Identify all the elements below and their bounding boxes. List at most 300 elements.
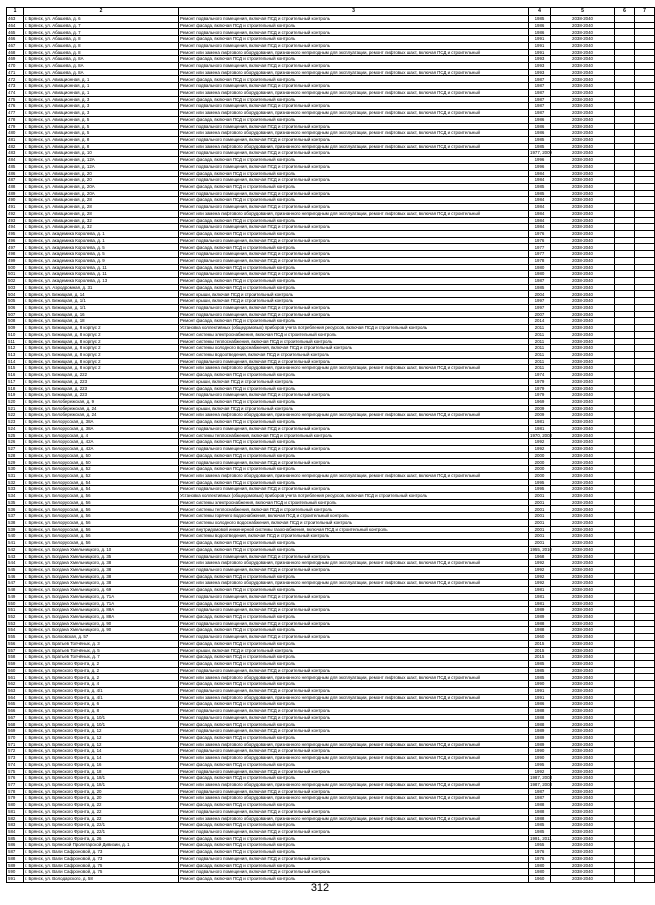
empty-cell bbox=[615, 560, 635, 567]
year-built-cell: 2000 bbox=[529, 472, 551, 479]
year-built-cell: 2001 bbox=[529, 513, 551, 520]
year-built-cell: 1981 bbox=[529, 593, 551, 600]
work-type-cell: Ремонт фасада, включая ПСД и строительный контроль bbox=[179, 157, 529, 164]
row-number-cell: 493 bbox=[7, 217, 24, 224]
empty-cell bbox=[635, 284, 655, 291]
table-row bbox=[7, 647, 655, 654]
repair-period-cell: 2038-2040 bbox=[551, 385, 615, 392]
work-type-cell: Ремонт или замена лифтового оборудования, признанного непригодным для эксплуатации, ремонт лифтовых шахт, включая ПСД и строительный bbox=[179, 560, 529, 567]
work-type-cell: Ремонт подвального помещения, включая ПСД и строительный контроль bbox=[179, 83, 529, 90]
empty-cell bbox=[635, 311, 655, 318]
table-row bbox=[7, 849, 655, 856]
row-number-cell: 550 bbox=[7, 600, 24, 607]
address-cell: г. Брянск, ул. Богдана Хмельницкого, д. 90 bbox=[24, 627, 179, 634]
address-cell: г. Брянск, ул. академика Королева, д. 11 bbox=[24, 271, 179, 278]
address-cell: г. Брянск, ул. Белорусская, д. 38А bbox=[24, 425, 179, 432]
work-type-cell: Ремонт фасада, включая ПСД и строительный контроль bbox=[179, 835, 529, 842]
address-cell: г. Брянск, ул. Авиационная, д. 28 bbox=[24, 204, 179, 211]
year-built-cell: 1992 bbox=[529, 446, 551, 453]
row-number-cell: 540 bbox=[7, 533, 24, 540]
repair-period-cell: 2038-2040 bbox=[551, 83, 615, 90]
row-number-cell: 528 bbox=[7, 452, 24, 459]
address-cell: г. Брянск, ул. Авиационная, д. 20 bbox=[24, 177, 179, 184]
table-row bbox=[7, 459, 655, 466]
table-row bbox=[7, 264, 655, 271]
repair-period-cell: 2038-2040 bbox=[551, 734, 615, 741]
table-row bbox=[7, 506, 655, 513]
row-number-cell: 474 bbox=[7, 89, 24, 96]
repair-period-cell: 2038-2040 bbox=[551, 325, 615, 332]
row-number-cell: 560 bbox=[7, 667, 24, 674]
address-cell: г. Брянск, ул. Авиационная, д. 5 bbox=[24, 123, 179, 130]
row-number-cell: 520 bbox=[7, 398, 24, 405]
work-type-cell: Ремонт системы теплоснабжения, включая ПСД и строительный контроль bbox=[179, 432, 529, 439]
table-row bbox=[7, 661, 655, 668]
year-built-cell: 1995 bbox=[529, 479, 551, 486]
work-type-cell: Установка коллективных (общедомовых) приборов учета потребления ресурсов, включая ПСД и строительный контроль bbox=[179, 325, 529, 332]
empty-cell bbox=[615, 150, 635, 157]
row-number-cell: 542 bbox=[7, 546, 24, 553]
work-type-cell: Ремонт фасада, включая ПСД и строительный контроль bbox=[179, 197, 529, 204]
address-cell: г. Брянск, ул. академика Королева, д. 5 bbox=[24, 251, 179, 258]
empty-cell bbox=[615, 661, 635, 668]
table-row bbox=[7, 634, 655, 641]
empty-cell bbox=[635, 56, 655, 63]
empty-cell bbox=[635, 237, 655, 244]
empty-cell bbox=[635, 674, 655, 681]
repair-period-cell: 2038-2040 bbox=[551, 835, 615, 842]
row-number-cell: 478 bbox=[7, 116, 24, 123]
year-built-cell: 1996 bbox=[529, 163, 551, 170]
table-row bbox=[7, 728, 655, 735]
empty-cell bbox=[615, 351, 635, 358]
table-row bbox=[7, 237, 655, 244]
repair-period-cell: 2038-2040 bbox=[551, 486, 615, 493]
empty-cell bbox=[615, 566, 635, 573]
table-row bbox=[7, 694, 655, 701]
year-built-cell: 2015 bbox=[529, 647, 551, 654]
table-row bbox=[7, 123, 655, 130]
year-built-cell: 1992 bbox=[529, 768, 551, 775]
work-type-cell: Ремонт подвального помещения, включая ПСД и строительный контроль bbox=[179, 150, 529, 157]
work-type-cell: Ремонт фасада, включая ПСД и строительный контроль bbox=[179, 96, 529, 103]
empty-cell bbox=[635, 627, 655, 634]
year-built-cell: 1987 bbox=[529, 788, 551, 795]
empty-cell bbox=[615, 479, 635, 486]
repair-period-cell: 2038-2040 bbox=[551, 647, 615, 654]
empty-cell bbox=[615, 768, 635, 775]
empty-cell bbox=[635, 338, 655, 345]
year-built-cell: 1955, 2010 bbox=[530, 546, 552, 552]
empty-cell bbox=[635, 103, 655, 110]
table-row bbox=[7, 136, 655, 143]
repair-period-cell: 2038-2040 bbox=[551, 513, 615, 520]
table-row bbox=[7, 69, 655, 76]
empty-cell bbox=[635, 741, 655, 748]
table-row bbox=[7, 513, 655, 520]
empty-cell bbox=[615, 157, 635, 164]
work-type-cell: Ремонт подвального помещения, включая ПСД и строительный контроль bbox=[179, 667, 529, 674]
repair-period-cell: 2038-2040 bbox=[551, 452, 615, 459]
empty-cell bbox=[615, 674, 635, 681]
empty-cell bbox=[635, 446, 655, 453]
empty-cell bbox=[615, 271, 635, 278]
work-type-cell: Ремонт или замена лифтового оборудования, признанного непригодным для эксплуатации, ремонт лифтовых шахт, включая ПСД и строительный bbox=[179, 412, 529, 419]
repair-period-cell: 2038-2040 bbox=[551, 116, 615, 123]
work-type-cell: Ремонт фасада, включая ПСД и строительный контроль bbox=[179, 627, 529, 634]
table-row bbox=[7, 29, 655, 36]
work-type-cell: Ремонт фасада, включая ПСД и строительный контроль bbox=[179, 546, 529, 553]
year-built-cell: 1981 bbox=[529, 419, 551, 426]
address-cell: г. Брянск, ул. Авиационная, д. 20А bbox=[24, 190, 179, 197]
empty-cell bbox=[635, 499, 655, 506]
repair-period-cell: 2038-2040 bbox=[551, 358, 615, 365]
address-cell: г. Брянск, ул. Авиационная, д. 1 bbox=[24, 76, 179, 83]
empty-cell bbox=[615, 869, 635, 876]
empty-cell bbox=[615, 425, 635, 432]
address-cell: г. Брянск, ул. Абашева, д. 6 bbox=[24, 16, 179, 23]
row-number-cell: 566 bbox=[7, 708, 24, 715]
year-built-cell: 1989 bbox=[529, 741, 551, 748]
year-built-cell: 1987 bbox=[529, 83, 551, 90]
address-cell: г. Брянск, ул. Брянского Фронта, д. 8 bbox=[24, 708, 179, 715]
address-cell: г. Брянск, ул. Авиационная, д. 5 bbox=[24, 116, 179, 123]
year-built-cell: 1960 bbox=[529, 876, 551, 883]
address-cell: г. Брянск, ул. Богдана Хмельницкого, д. 35 bbox=[24, 553, 179, 560]
row-number-cell: 514 bbox=[7, 358, 24, 365]
year-built-cell: 1976 bbox=[529, 231, 551, 238]
year-built-cell: 2015 bbox=[529, 654, 551, 661]
table-row bbox=[7, 472, 655, 479]
address-cell: г. Брянск, ул. Авиационная, д. 8 bbox=[24, 136, 179, 143]
repair-period-cell: 2038-2040 bbox=[551, 89, 615, 96]
row-number-cell: 509 bbox=[7, 325, 24, 332]
table-row bbox=[7, 130, 655, 137]
empty-cell bbox=[615, 627, 635, 634]
work-type-cell: Ремонт крыши, включая ПСД и строительный контроль bbox=[179, 291, 529, 298]
repair-period-cell: 2038-2040 bbox=[551, 170, 615, 177]
repair-period-cell: 2038-2040 bbox=[551, 345, 615, 352]
repair-period-cell: 2038-2040 bbox=[551, 768, 615, 775]
row-number-cell: 578 bbox=[7, 788, 24, 795]
row-number-cell: 551 bbox=[7, 607, 24, 614]
empty-cell bbox=[615, 513, 635, 520]
empty-cell bbox=[635, 36, 655, 43]
empty-cell bbox=[615, 466, 635, 473]
year-built-cell: 1960 bbox=[529, 634, 551, 641]
work-type-cell: Ремонт подвального помещения, включая ПСД и строительный контроль bbox=[179, 257, 529, 264]
empty-cell bbox=[635, 264, 655, 271]
empty-cell bbox=[635, 298, 655, 305]
work-type-cell: Ремонт крыши, включая ПСД и строительный контроль bbox=[179, 647, 529, 654]
empty-cell bbox=[635, 533, 655, 540]
row-number-cell: 467 bbox=[7, 42, 24, 49]
row-number-cell: 591 bbox=[7, 876, 24, 883]
empty-cell bbox=[635, 224, 655, 231]
work-type-cell: Ремонт подвального помещения, включая ПСД и строительный контроль bbox=[179, 136, 529, 143]
empty-cell bbox=[635, 372, 655, 379]
year-built-cell: 1984 bbox=[529, 217, 551, 224]
empty-cell bbox=[635, 331, 655, 338]
work-type-cell: Ремонт фасада, включая ПСД и строительный контроль bbox=[179, 76, 529, 83]
empty-cell bbox=[635, 425, 655, 432]
table-row bbox=[7, 76, 655, 83]
header-col-2: 2 bbox=[24, 8, 179, 16]
row-number-cell: 519 bbox=[7, 392, 24, 399]
repair-period-cell: 2038-2040 bbox=[551, 197, 615, 204]
empty-cell bbox=[615, 734, 635, 741]
table-row bbox=[7, 42, 655, 49]
row-number-cell: 518 bbox=[7, 385, 24, 392]
work-type-cell: Ремонт подвального помещения, включая ПСД и строительный контроль bbox=[179, 392, 529, 399]
work-type-cell: Ремонт фасада, включая ПСД и строительный контроль bbox=[179, 842, 529, 849]
empty-cell bbox=[635, 16, 655, 23]
empty-cell bbox=[635, 210, 655, 217]
empty-cell bbox=[635, 96, 655, 103]
year-built-cell: 2001 bbox=[529, 506, 551, 513]
empty-cell bbox=[615, 526, 635, 533]
table-row bbox=[7, 533, 655, 540]
repair-period-cell: 2038-2040 bbox=[551, 150, 615, 157]
row-number-cell: 504 bbox=[7, 291, 24, 298]
work-type-cell: Ремонт или замена лифтового оборудования, признанного непригодным для эксплуатации, ремонт лифтовых шахт, включая ПСД и строительный bbox=[179, 781, 529, 788]
repair-period-cell: 2038-2040 bbox=[551, 163, 615, 170]
empty-cell bbox=[615, 291, 635, 298]
repair-period-cell: 2038-2040 bbox=[551, 493, 615, 500]
table-row bbox=[7, 83, 655, 90]
address-cell: г. Брянск, ул. Белорусская, д. 54 bbox=[24, 479, 179, 486]
work-type-cell: Ремонт фасада, включая ПСД и строительный контроль bbox=[179, 264, 529, 271]
work-type-cell: Ремонт фасада, включая ПСД и строительный контроль bbox=[179, 540, 529, 547]
repair-period-cell: 2038-2040 bbox=[551, 573, 615, 580]
repair-period-cell: 2038-2040 bbox=[551, 405, 615, 412]
empty-cell bbox=[615, 748, 635, 755]
table-row bbox=[7, 802, 655, 809]
empty-cell bbox=[615, 210, 635, 217]
row-number-cell: 544 bbox=[7, 560, 24, 567]
table-row bbox=[7, 257, 655, 264]
table-row bbox=[7, 311, 655, 318]
address-cell: г. Брянск, ул. академика Королева, д. 13 bbox=[24, 278, 179, 285]
empty-cell bbox=[635, 271, 655, 278]
empty-cell bbox=[635, 607, 655, 614]
work-type-cell: Ремонт фасада, включая ПСД и строительный контроль bbox=[179, 244, 529, 251]
year-built-cell: 1974 bbox=[529, 372, 551, 379]
year-built-cell: 2001 bbox=[529, 499, 551, 506]
year-built-cell: 1979 bbox=[529, 378, 551, 385]
row-number-cell: 552 bbox=[7, 613, 24, 620]
empty-cell bbox=[615, 89, 635, 96]
table-row bbox=[7, 681, 655, 688]
address-cell: г. Брянск, ул. Брянского Фронта, д. 18/1 bbox=[24, 781, 179, 788]
empty-cell bbox=[635, 183, 655, 190]
empty-cell bbox=[635, 694, 655, 701]
empty-cell bbox=[615, 412, 635, 419]
year-built-cell: 1985 bbox=[529, 674, 551, 681]
year-built-cell: 1968 bbox=[529, 553, 551, 560]
empty-cell bbox=[635, 828, 655, 835]
work-type-cell: Ремонт фасада, включая ПСД и строительный контроль bbox=[179, 466, 529, 473]
empty-cell bbox=[615, 620, 635, 627]
row-number-cell: 473 bbox=[7, 83, 24, 90]
empty-cell bbox=[635, 728, 655, 735]
empty-cell bbox=[615, 338, 635, 345]
year-built-cell: 1996 bbox=[529, 157, 551, 164]
address-cell: г. Брянск, ул. Богдана Хмельницкого, д. 88А bbox=[24, 607, 179, 614]
address-cell: г. Брянск, ул. Богдана Хмельницкого, д. 38 bbox=[24, 580, 179, 587]
row-number-cell: 512 bbox=[7, 345, 24, 352]
table-row bbox=[7, 190, 655, 197]
empty-cell bbox=[615, 170, 635, 177]
table-row bbox=[7, 755, 655, 762]
table-row bbox=[7, 110, 655, 117]
work-type-cell: Ремонт или замена лифтового оборудования, признанного непригодным для эксплуатации, ремонт лифтовых шахт, включая ПСД и строительный bbox=[179, 143, 529, 150]
work-type-cell: Ремонт системы теплоснабжения, включая ПСД и строительный контроль bbox=[179, 506, 529, 513]
row-number-cell: 559 bbox=[7, 661, 24, 668]
work-type-cell: Ремонт подвального помещения, включая ПСД и строительный контроль bbox=[179, 204, 529, 211]
empty-cell bbox=[615, 197, 635, 204]
year-built-cell: 1985 bbox=[529, 143, 551, 150]
address-cell: г. Брянск, ул. Бежицкая, д. 16 bbox=[24, 311, 179, 318]
row-number-cell: 468 bbox=[7, 49, 24, 56]
work-type-cell: Ремонт подвального помещения, включая ПСД и строительный контроль bbox=[179, 607, 529, 614]
table-row bbox=[7, 392, 655, 399]
row-number-cell: 569 bbox=[7, 728, 24, 735]
empty-cell bbox=[635, 701, 655, 708]
repair-period-cell: 2038-2040 bbox=[551, 123, 615, 130]
row-number-cell: 574 bbox=[7, 761, 24, 768]
table-row bbox=[7, 231, 655, 238]
table-row bbox=[7, 425, 655, 432]
row-number-cell: 547 bbox=[7, 580, 24, 587]
empty-cell bbox=[635, 634, 655, 641]
repair-period-cell: 2038-2040 bbox=[551, 251, 615, 258]
empty-cell bbox=[615, 573, 635, 580]
table-row bbox=[7, 748, 655, 755]
empty-cell bbox=[635, 398, 655, 405]
empty-cell bbox=[615, 761, 635, 768]
table-row bbox=[7, 116, 655, 123]
empty-cell bbox=[635, 231, 655, 238]
work-type-cell: Ремонт крыши, включая ПСД и строительный контроль bbox=[179, 378, 529, 385]
repair-period-cell: 2038-2040 bbox=[551, 472, 615, 479]
empty-cell bbox=[615, 741, 635, 748]
table-row bbox=[7, 419, 655, 426]
repair-period-cell: 2038-2040 bbox=[551, 271, 615, 278]
table-row bbox=[7, 842, 655, 849]
repair-period-cell: 2038-2040 bbox=[551, 110, 615, 117]
empty-cell bbox=[635, 781, 655, 788]
year-built-cell: 1981 bbox=[529, 600, 551, 607]
empty-cell bbox=[615, 862, 635, 869]
address-cell: г. Брянск, ул. Авиационная, д. 3 bbox=[24, 96, 179, 103]
empty-cell bbox=[635, 439, 655, 446]
repair-period-cell: 2038-2040 bbox=[551, 231, 615, 238]
empty-cell bbox=[615, 378, 635, 385]
row-number-cell: 557 bbox=[7, 647, 24, 654]
empty-cell bbox=[635, 163, 655, 170]
page-number: 312 bbox=[310, 882, 330, 894]
year-built-cell: 2000 bbox=[529, 452, 551, 459]
repair-period-cell: 2038-2040 bbox=[551, 42, 615, 49]
table-row bbox=[7, 325, 655, 332]
row-number-cell: 565 bbox=[7, 701, 24, 708]
row-number-cell: 558 bbox=[7, 654, 24, 661]
table-row bbox=[7, 486, 655, 493]
work-type-cell: Ремонт подвального помещения, включая ПСД и строительный контроль bbox=[179, 620, 529, 627]
row-number-cell: 581 bbox=[7, 808, 24, 815]
address-cell: г. Брянск, ул. Бежицкая, д. 8 корпус 2 bbox=[24, 345, 179, 352]
work-type-cell: Ремонт фасада, включая ПСД и строительный контроль bbox=[179, 701, 529, 708]
row-number-cell: 471 bbox=[7, 69, 24, 76]
table-row bbox=[7, 224, 655, 231]
address-cell: г. Брянск, ул. Авиационная, д. 1 bbox=[24, 83, 179, 90]
address-cell: г. Брянск, ул. Абашева, д. 8А bbox=[24, 69, 179, 76]
row-number-cell: 577 bbox=[7, 781, 24, 788]
empty-cell bbox=[615, 714, 635, 721]
table-row bbox=[7, 278, 655, 285]
repair-period-cell: 2038-2040 bbox=[551, 661, 615, 668]
repair-period-cell: 2038-2040 bbox=[551, 580, 615, 587]
address-cell: г. Брянск, ул. Белорусская, д. 50 bbox=[24, 459, 179, 466]
year-built-cell: 1990 bbox=[529, 748, 551, 755]
empty-cell bbox=[615, 318, 635, 325]
repair-period-cell: 2038-2040 bbox=[551, 741, 615, 748]
table-row bbox=[7, 808, 655, 815]
year-built-cell: 1985 bbox=[529, 828, 551, 835]
empty-cell bbox=[615, 446, 635, 453]
row-number-cell: 571 bbox=[7, 741, 24, 748]
repair-period-cell: 2038-2040 bbox=[551, 36, 615, 43]
work-type-cell: Ремонт системы теплоснабжения, включая ПСД и строительный контроль bbox=[179, 338, 529, 345]
empty-cell bbox=[635, 385, 655, 392]
empty-cell bbox=[615, 553, 635, 560]
empty-cell bbox=[635, 22, 655, 29]
empty-cell bbox=[615, 842, 635, 849]
work-type-cell: Ремонт подвального помещения, включая ПСД и строительный контроль bbox=[179, 358, 529, 365]
address-cell: г. Брянск, ул. Брянского Фронта, д. 6 bbox=[24, 701, 179, 708]
empty-cell bbox=[635, 855, 655, 862]
year-built-cell: 2001 bbox=[529, 533, 551, 540]
empty-cell bbox=[615, 802, 635, 809]
row-number-cell: 553 bbox=[7, 620, 24, 627]
work-type-cell: Ремонт фасада, включая ПСД и строительный контроль bbox=[179, 217, 529, 224]
row-number-cell: 489 bbox=[7, 190, 24, 197]
address-cell: г. Брянск, ул. Вали Сафроновой, д. 73 bbox=[24, 855, 179, 862]
address-cell: г. Брянск, ул. академика Королева, д. 5 bbox=[24, 244, 179, 251]
year-built-cell: 1991, 2011 bbox=[530, 835, 552, 841]
year-built-cell: 1984 bbox=[529, 224, 551, 231]
work-type-cell: Ремонт или замена лифтового оборудования, признанного непригодным для эксплуатации, ремонт лифтовых шахт, включая ПСД и строительный bbox=[179, 674, 529, 681]
year-built-cell: 2001 bbox=[529, 540, 551, 547]
table-row bbox=[7, 398, 655, 405]
empty-cell bbox=[635, 580, 655, 587]
empty-cell bbox=[615, 103, 635, 110]
address-cell: г. Брянск, ул. Белорусская, д. 56 bbox=[24, 533, 179, 540]
work-type-cell: Ремонт подвального помещения, включая ПСД и строительный контроль bbox=[179, 190, 529, 197]
address-cell: г. Брянск, ул. Брянского Фронта, д. 22 bbox=[24, 802, 179, 809]
repair-period-cell: 2038-2040 bbox=[551, 728, 615, 735]
empty-cell bbox=[635, 419, 655, 426]
empty-cell bbox=[635, 708, 655, 715]
address-cell: г. Брянск, ул. Белорусская, д. 38А bbox=[24, 419, 179, 426]
address-cell: г. Брянск, ул. Брянского Фронта, д. 10/1 bbox=[24, 721, 179, 728]
work-type-cell: Ремонт фасада, включая ПСД и строительный контроль bbox=[179, 640, 529, 647]
repair-period-cell: 2038-2040 bbox=[551, 607, 615, 614]
address-cell: г. Брянск, ул. Белорусская, д. 4 bbox=[24, 432, 179, 439]
year-built-cell: 1985 bbox=[529, 136, 551, 143]
empty-cell bbox=[635, 83, 655, 90]
